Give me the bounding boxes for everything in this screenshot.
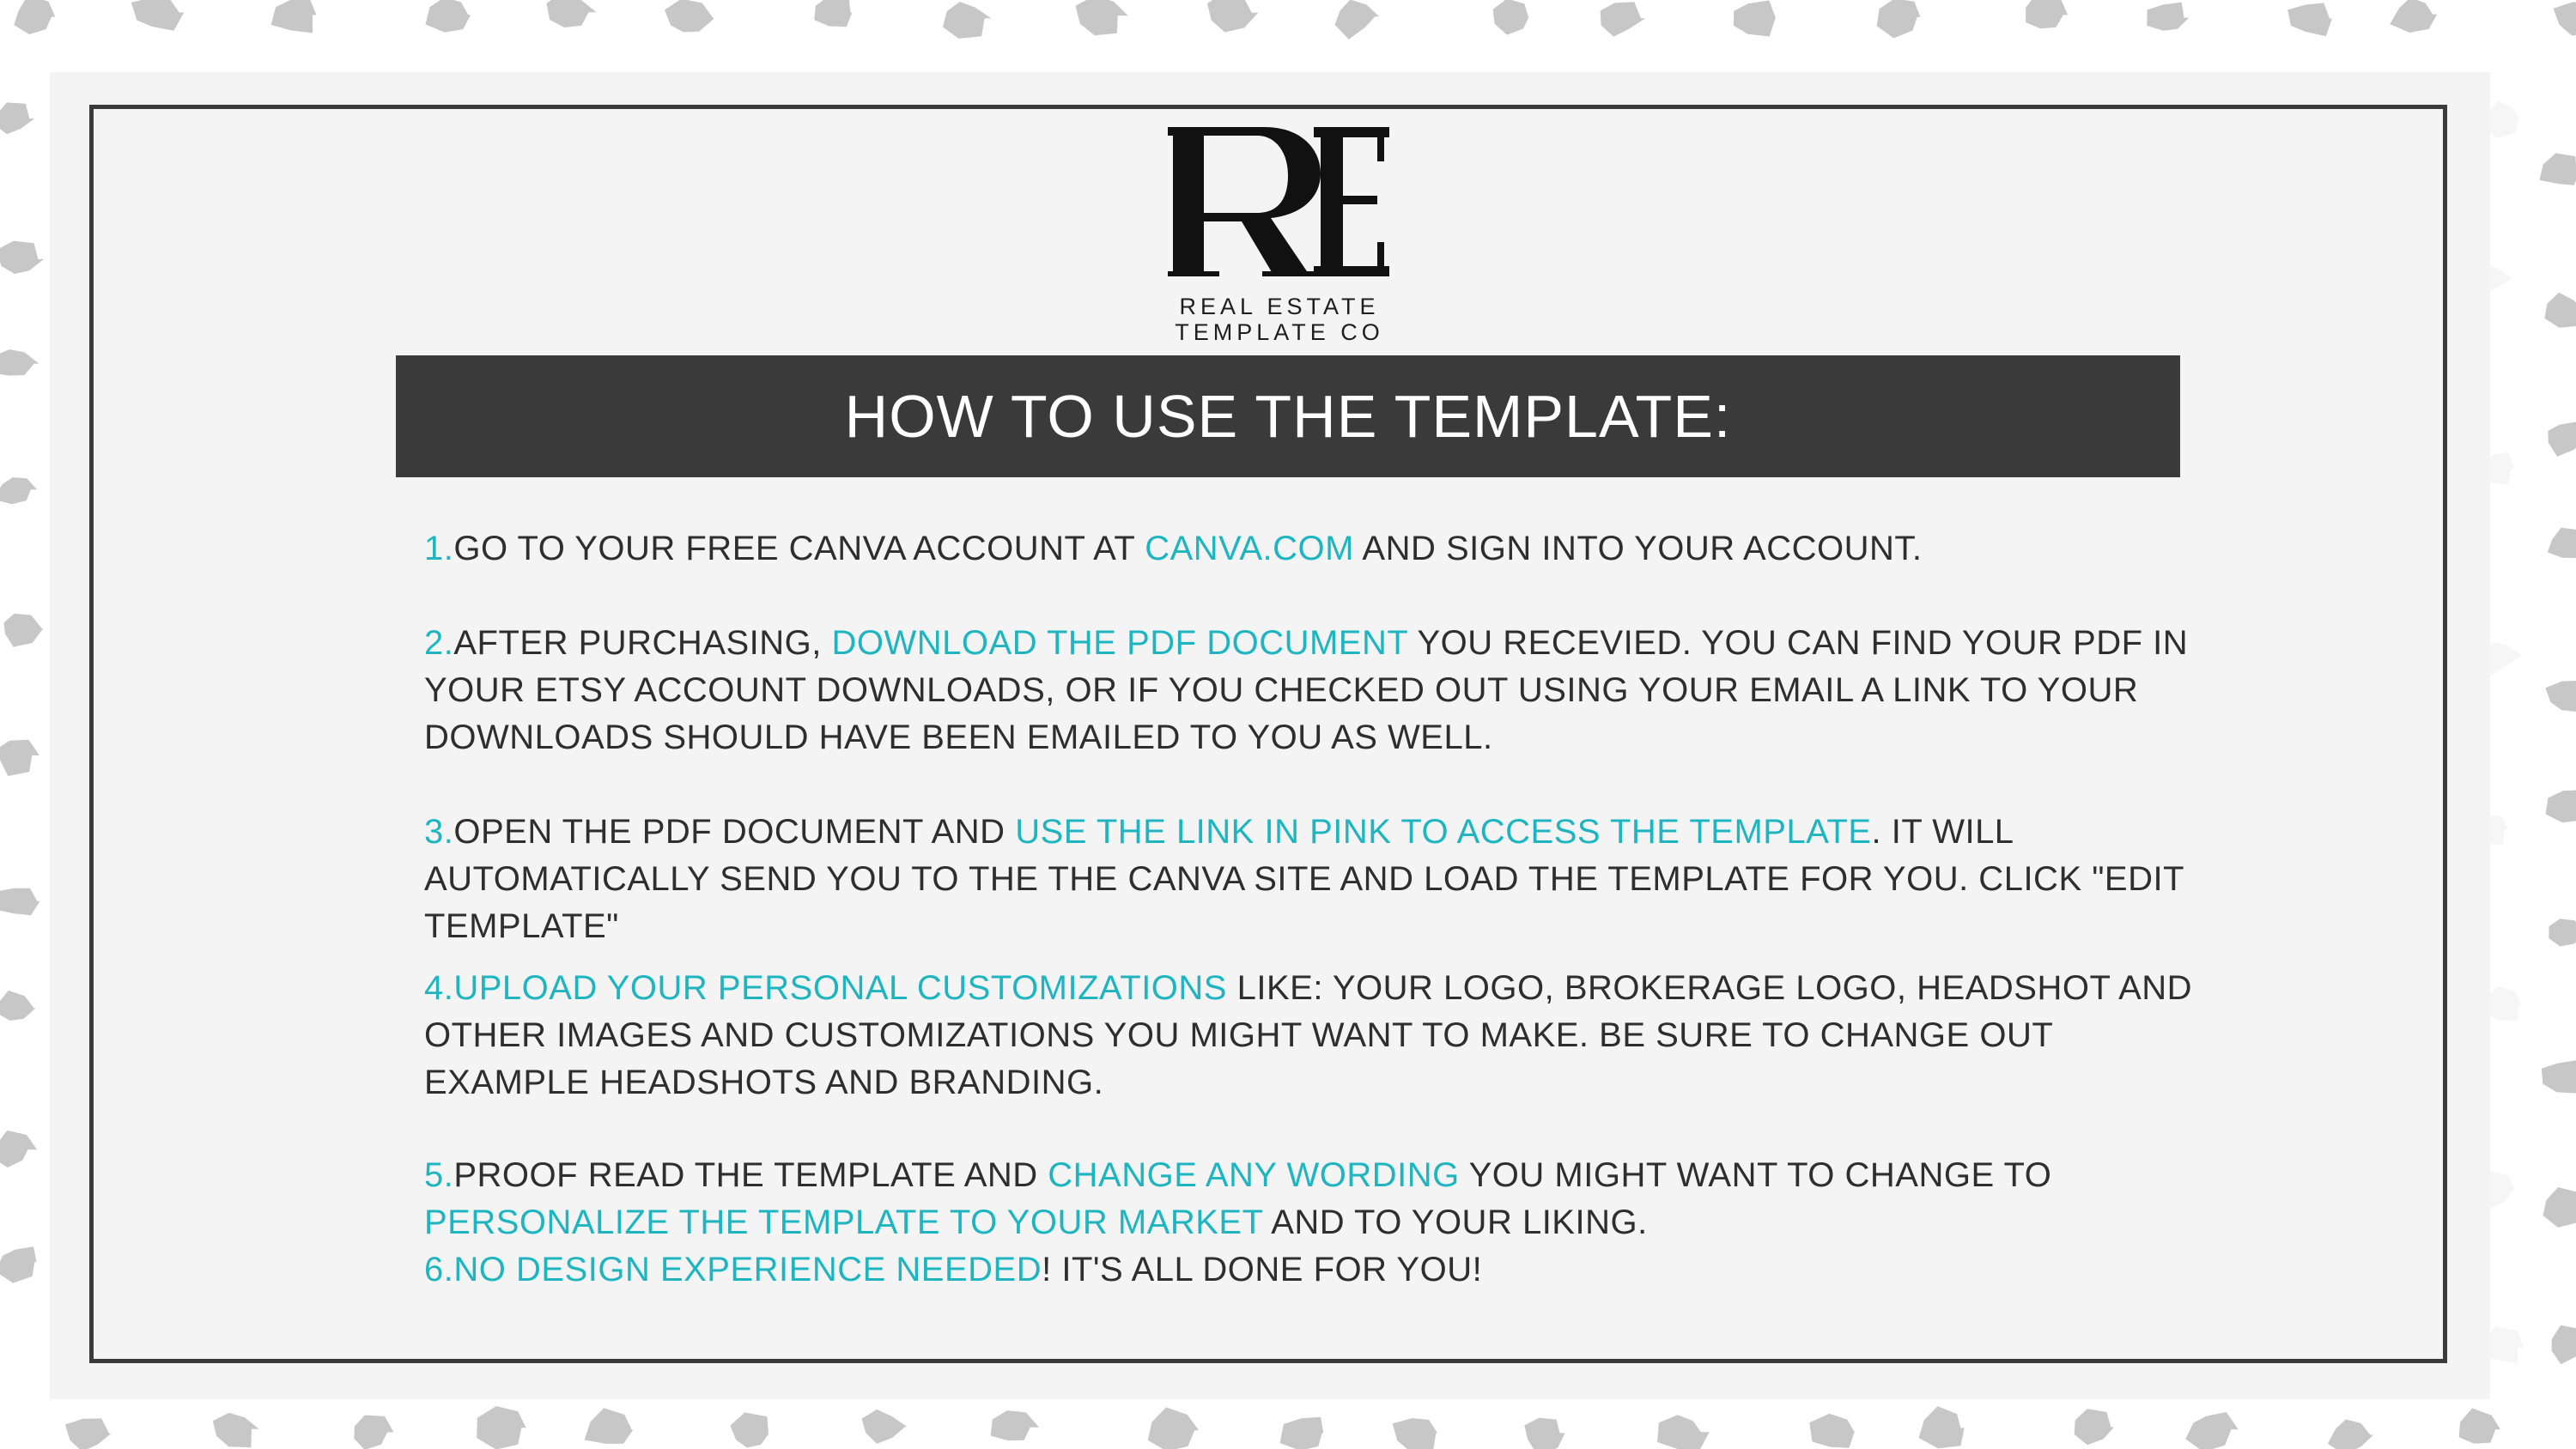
brush-stroke xyxy=(2552,1325,2576,1365)
brush-stroke xyxy=(1148,1407,1199,1449)
brush-stroke xyxy=(2544,293,2576,328)
step-highlight: CANVA.COM xyxy=(1145,530,1354,567)
brush-stroke xyxy=(131,0,185,31)
heading-bar xyxy=(396,355,2180,477)
step-highlight: USE THE LINK IN PINK TO ACCESS THE TEMPLATE xyxy=(1015,813,1872,851)
brush-stroke xyxy=(0,349,39,376)
step-item xyxy=(424,809,2193,950)
step-highlight: PERSONALIZE THE TEMPLATE TO YOUR MARKET xyxy=(424,1203,1263,1241)
brush-stroke xyxy=(271,0,317,33)
brush-stroke xyxy=(862,1410,908,1444)
step-highlight: DOWNLOAD THE PDF DOCUMENT xyxy=(831,624,1408,662)
brush-stroke xyxy=(943,2,992,39)
brush-stroke xyxy=(2147,3,2189,31)
step-number: 3. xyxy=(424,813,454,851)
brand-name-line2: TEMPLATE CO xyxy=(1175,319,1384,345)
brush-stroke xyxy=(1335,0,1380,39)
brush-stroke xyxy=(2546,790,2576,822)
step-text: AND TO YOUR LIKING. xyxy=(1262,1203,1648,1241)
brush-stroke xyxy=(2548,528,2576,558)
brush-stroke xyxy=(0,241,44,275)
step-text: YOU MIGHT WANT TO CHANGE TO xyxy=(1459,1156,2052,1194)
page-title: HOW TO USE THE TEMPLATE: xyxy=(844,383,1732,450)
brush-stroke xyxy=(2026,0,2068,28)
brush-stroke xyxy=(2287,3,2332,36)
step-highlight: CHANGE ANY WORDING xyxy=(1048,1156,1460,1194)
brush-stroke xyxy=(0,1246,37,1282)
brush-stroke xyxy=(2545,681,2576,712)
step-number: 2. xyxy=(424,624,454,662)
step-text: AND SIGN INTO YOUR ACCOUNT. xyxy=(1353,530,1923,567)
step-item xyxy=(424,1152,2193,1246)
brush-stroke xyxy=(991,1410,1039,1440)
brush-stroke xyxy=(2543,1187,2576,1228)
brush-stroke xyxy=(0,888,40,916)
brush-stroke xyxy=(665,0,714,32)
brush-stroke xyxy=(2549,919,2576,946)
step-text: ! IT'S ALL DONE FOR YOU! xyxy=(1042,1251,1483,1288)
step-text: LIKE: YOUR LOGO, BROKERAGE LOGO, HEADSHOT AND OTHER IMAGES AND CUSTOMIZATIONS YOU MIGHT WANT TO MAKE. BE SURE TO CHANGE OUT EXAMPLE HEADSHOTS AND BRANDING. xyxy=(424,969,2193,1101)
re-logo-monogram xyxy=(1168,127,1389,282)
step-item xyxy=(424,965,2193,1106)
brand-name-line1: REAL ESTATE xyxy=(1179,294,1380,319)
brush-stroke xyxy=(1524,1418,1564,1449)
step-number: 6. xyxy=(424,1251,454,1288)
brush-stroke xyxy=(1877,0,1921,39)
step-highlight: NO DESIGN EXPERIENCE NEEDED xyxy=(453,1251,1042,1288)
brush-stroke xyxy=(0,991,36,1021)
brush-stroke xyxy=(0,740,39,776)
step-highlight: UPLOAD YOUR PERSONAL CUSTOMIZATIONS xyxy=(453,969,1227,1007)
brand-name xyxy=(1108,294,1451,345)
brush-stroke xyxy=(4,614,44,647)
brush-stroke xyxy=(2540,153,2576,185)
step-text: OPEN THE PDF DOCUMENT AND xyxy=(453,813,1016,851)
brush-stroke xyxy=(2328,1419,2373,1449)
brush-stroke xyxy=(0,102,34,134)
brush-stroke xyxy=(2548,421,2576,457)
brush-stroke xyxy=(0,477,37,504)
step-text: PROOF READ THE TEMPLATE AND xyxy=(453,1156,1048,1194)
brush-stroke xyxy=(1809,1414,1855,1448)
brush-stroke xyxy=(585,1408,634,1444)
step-text: YOU RECEVIED. YOU CAN FIND YOUR PDF IN YOUR ETSY ACCOUNT DOWNLOADS, OR IF YOU CHECKED OUT USING YOUR EMAIL A LINK TO YOUR DOWNLOADS SHOULD HAVE BEEN EMAILED TO YOU AS WELL. xyxy=(424,624,2189,756)
brush-stroke xyxy=(730,1412,769,1447)
brush-stroke xyxy=(1601,2,1645,37)
brush-stroke xyxy=(2185,1412,2238,1449)
step-number: 4. xyxy=(424,969,454,1007)
brush-stroke xyxy=(1734,0,1776,36)
step-number: 5. xyxy=(424,1156,454,1194)
brush-stroke xyxy=(2542,1060,2576,1093)
brush-stroke xyxy=(1280,1417,1324,1449)
brush-stroke xyxy=(814,0,852,27)
brush-stroke xyxy=(546,0,596,27)
brush-stroke xyxy=(2075,1409,2114,1445)
step-text: AFTER PURCHASING, xyxy=(453,624,832,662)
step-item xyxy=(424,1246,2193,1294)
brush-stroke xyxy=(1493,0,1529,35)
brush-stroke xyxy=(0,1131,37,1167)
brush-stroke xyxy=(2554,3,2576,36)
brush-stroke xyxy=(1393,1418,1437,1449)
brush-stroke xyxy=(2485,986,2522,1021)
step-text: GO TO YOUR FREE CANVA ACCOUNT AT xyxy=(453,530,1145,567)
brush-stroke xyxy=(426,0,471,33)
brush-stroke xyxy=(2459,1409,2500,1444)
step-text: . IT WILL AUTOMATICALLY SEND YOU TO THE THE CANVA SITE AND LOAD THE TEMPLATE FOR YOU. CLICK "EDIT TEMPLATE" xyxy=(424,813,2184,945)
brush-stroke xyxy=(2390,0,2437,33)
step-item xyxy=(424,525,2193,573)
brush-stroke xyxy=(14,0,55,34)
brush-stroke xyxy=(354,1416,393,1449)
brush-stroke xyxy=(213,1413,259,1448)
brush-stroke xyxy=(1919,1406,1965,1448)
step-number: 1. xyxy=(424,530,454,567)
brush-stroke xyxy=(477,1406,526,1449)
brush-stroke xyxy=(1657,1415,1710,1449)
brush-stroke xyxy=(1076,0,1128,35)
step-item xyxy=(424,620,2193,761)
brush-stroke xyxy=(1207,0,1258,33)
brush-stroke xyxy=(65,1418,112,1449)
